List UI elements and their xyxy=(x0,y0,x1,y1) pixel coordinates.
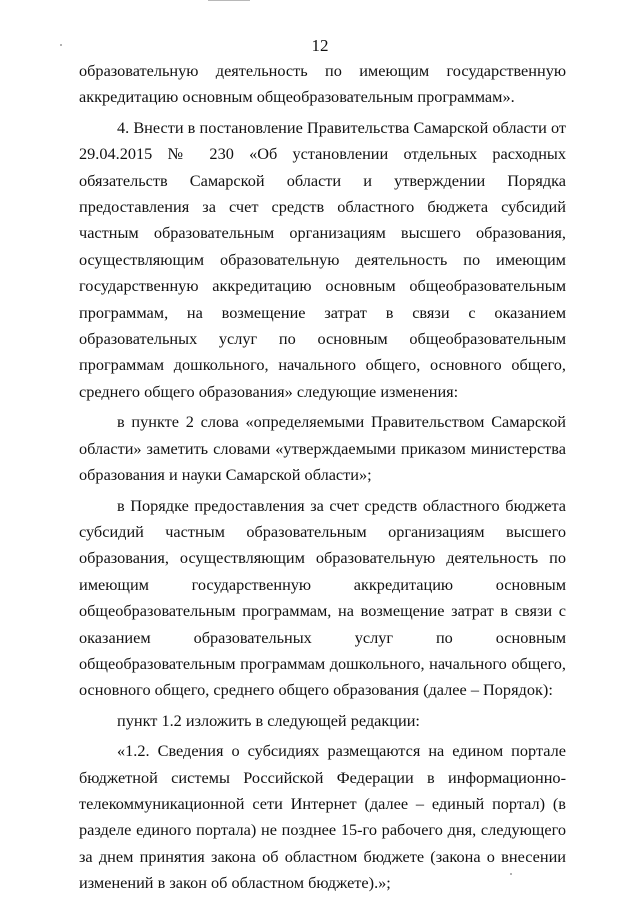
paragraph: пункт 1.2 изложить в следующей редакции: xyxy=(117,710,420,730)
document-body xyxy=(79,58,566,897)
page-number: 12 xyxy=(311,36,329,55)
paragraph: в Порядке предоставления за счет средств областного бюджета субсидий частным образовательным организациям высшего образования, осуществляющим образовательную деятельность по имеющим государственную аккредитацию основным общеобразовательным программам, на возмещение затрат в связи с оказанием образовательных услуг по основным общеобразовательным программам дошкольного, начального общего, основного общего, среднего общего образования (далее – Порядок): xyxy=(79,495,566,700)
paragraph: образовательную деятельность по имеющим государственную аккредитацию основным общеобразовательным программам». xyxy=(79,61,566,107)
scan-edge-mark xyxy=(208,0,250,1)
paragraph: 4. Внести в постановление Правительства Самарской области от 29.04.2015 № 230 «Об установлении отдельных расходных обязательств Самарской области и утверждении Порядка предоставления за счет средств областного бюджета субсидий частным образовательным организациям высшего образования, осуществляющим образовательную деятельность по имеющим государственную аккредитацию основным общеобразовательным программам, на возмещение затрат в связи с оказанием образовательных услуг по основным общеобразовательным программам дошкольного, начального общего, основного общего, среднего общего образования» следующие изменения: xyxy=(79,117,566,401)
paragraph: в пункте 2 слова «определяемыми Правительством Самарской области» заметить словами «утверждаемыми приказом министерства образования и науки Самарской области»; xyxy=(79,412,566,485)
paragraph: «1.2. Сведения о субсидиях размещаются на едином портале бюджетной системы Российской Федерации в информационно-телекоммуникационной сети Интернет (далее – единый портал) (в разделе единого портала) не позднее 15-го рабочего дня, следующего за днем принятия закона об областном бюджете (закона о внесении изменений в закон об областном бюджете).»; xyxy=(79,741,566,893)
